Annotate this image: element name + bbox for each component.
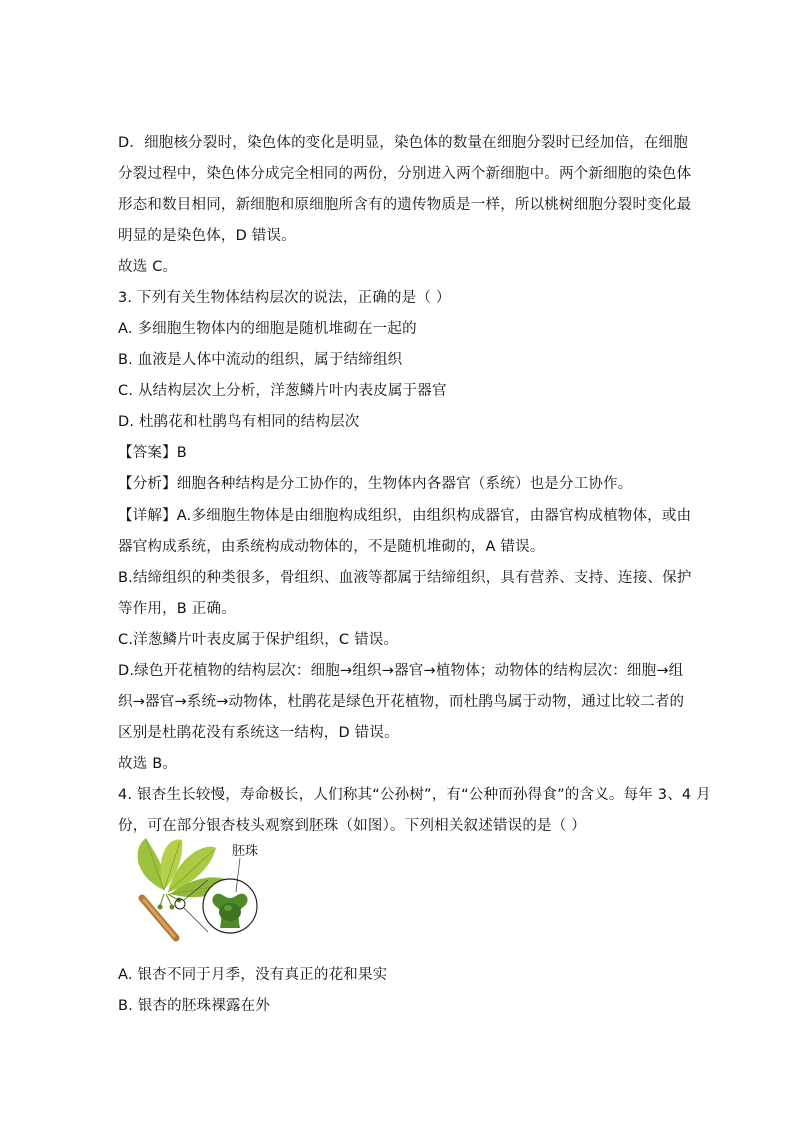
- text-line: 形态和数目相同，新细胞和原细胞所含有的遗传物质是一样，所以桃树细胞分裂时变化最: [118, 197, 692, 213]
- option-b: B. 血液是人体中流动的组织，属于结缔组织: [118, 352, 403, 368]
- text-line: D.绿色开花植物的结构层次：细胞→组织→器官→植物体；动物体的结构层次：细胞→组: [118, 663, 684, 679]
- text-line: 区别是杜鹃花没有系统这一结构，D 错误。: [118, 725, 399, 741]
- question-4-stem: 4. 银杏生长较慢，寿命极长，人们称其“公孙树”，有“公种而孙得食”的含义。每年 3、4 月: [118, 787, 711, 803]
- figure-label: 胚珠: [232, 844, 259, 859]
- text-line: 分裂过程中，染色体分成完全相同的两份，分别进入两个新细胞中。两个新细胞的染色体: [118, 166, 692, 182]
- option-a: A. 多细胞生物体内的细胞是随机堆砌在一起的: [118, 321, 417, 337]
- question-4-stem-cont: 份，可在部分银杏枝头观察到胚珠（如图）。下列相关叙述错误的是（ ）: [118, 818, 586, 834]
- analysis-line: 【分析】细胞各种结构是分工协作的，生物体内各器官（系统）也是分工协作。: [118, 476, 633, 492]
- option-a: A. 银杏不同于月季，没有真正的花和果实: [118, 967, 388, 983]
- text-line: 故选 B。: [118, 756, 178, 772]
- text-line: B.结缔组织的种类很多，骨组织、血液等都属于结缔组织，具有营养、支持、连接、保护: [118, 570, 692, 586]
- text-line: 明显的是染色体，D 错误。: [118, 228, 296, 244]
- text-line: 织→器官→系统→动物体，杜鹃花是绿色开花植物，而杜鹃鸟属于动物，通过比较二者的: [118, 694, 685, 710]
- text-line: 故选 C。: [118, 259, 178, 275]
- text-line: 器官构成系统，由系统构成动物体的，不是随机堆砌的，A 错误。: [118, 539, 545, 555]
- option-c: C. 从结构层次上分析，洋葱鳞片叶内表皮属于器官: [118, 383, 447, 399]
- text-line: C.洋葱鳞片叶表皮属于保护组织，C 错误。: [118, 632, 399, 648]
- answer-line: 【答案】B: [118, 445, 187, 461]
- text-line: 等作用，B 正确。: [118, 601, 236, 617]
- text-line: D．细胞核分裂时，染色体的变化是明显，染色体的数量在细胞分裂时已经加倍，在细胞: [118, 135, 688, 151]
- question-3-stem: 3. 下列有关生物体结构层次的说法，正确的是（ ）: [118, 290, 451, 306]
- option-b: B. 银杏的胚珠裸露在外: [118, 998, 271, 1014]
- option-d: D. 杜鹃花和杜鹃鸟有相同的结构层次: [118, 414, 360, 430]
- explanation-line: 【详解】A.多细胞生物体是由细胞构成组织，由组织构成器官，由器官构成植物体，或由: [118, 508, 692, 524]
